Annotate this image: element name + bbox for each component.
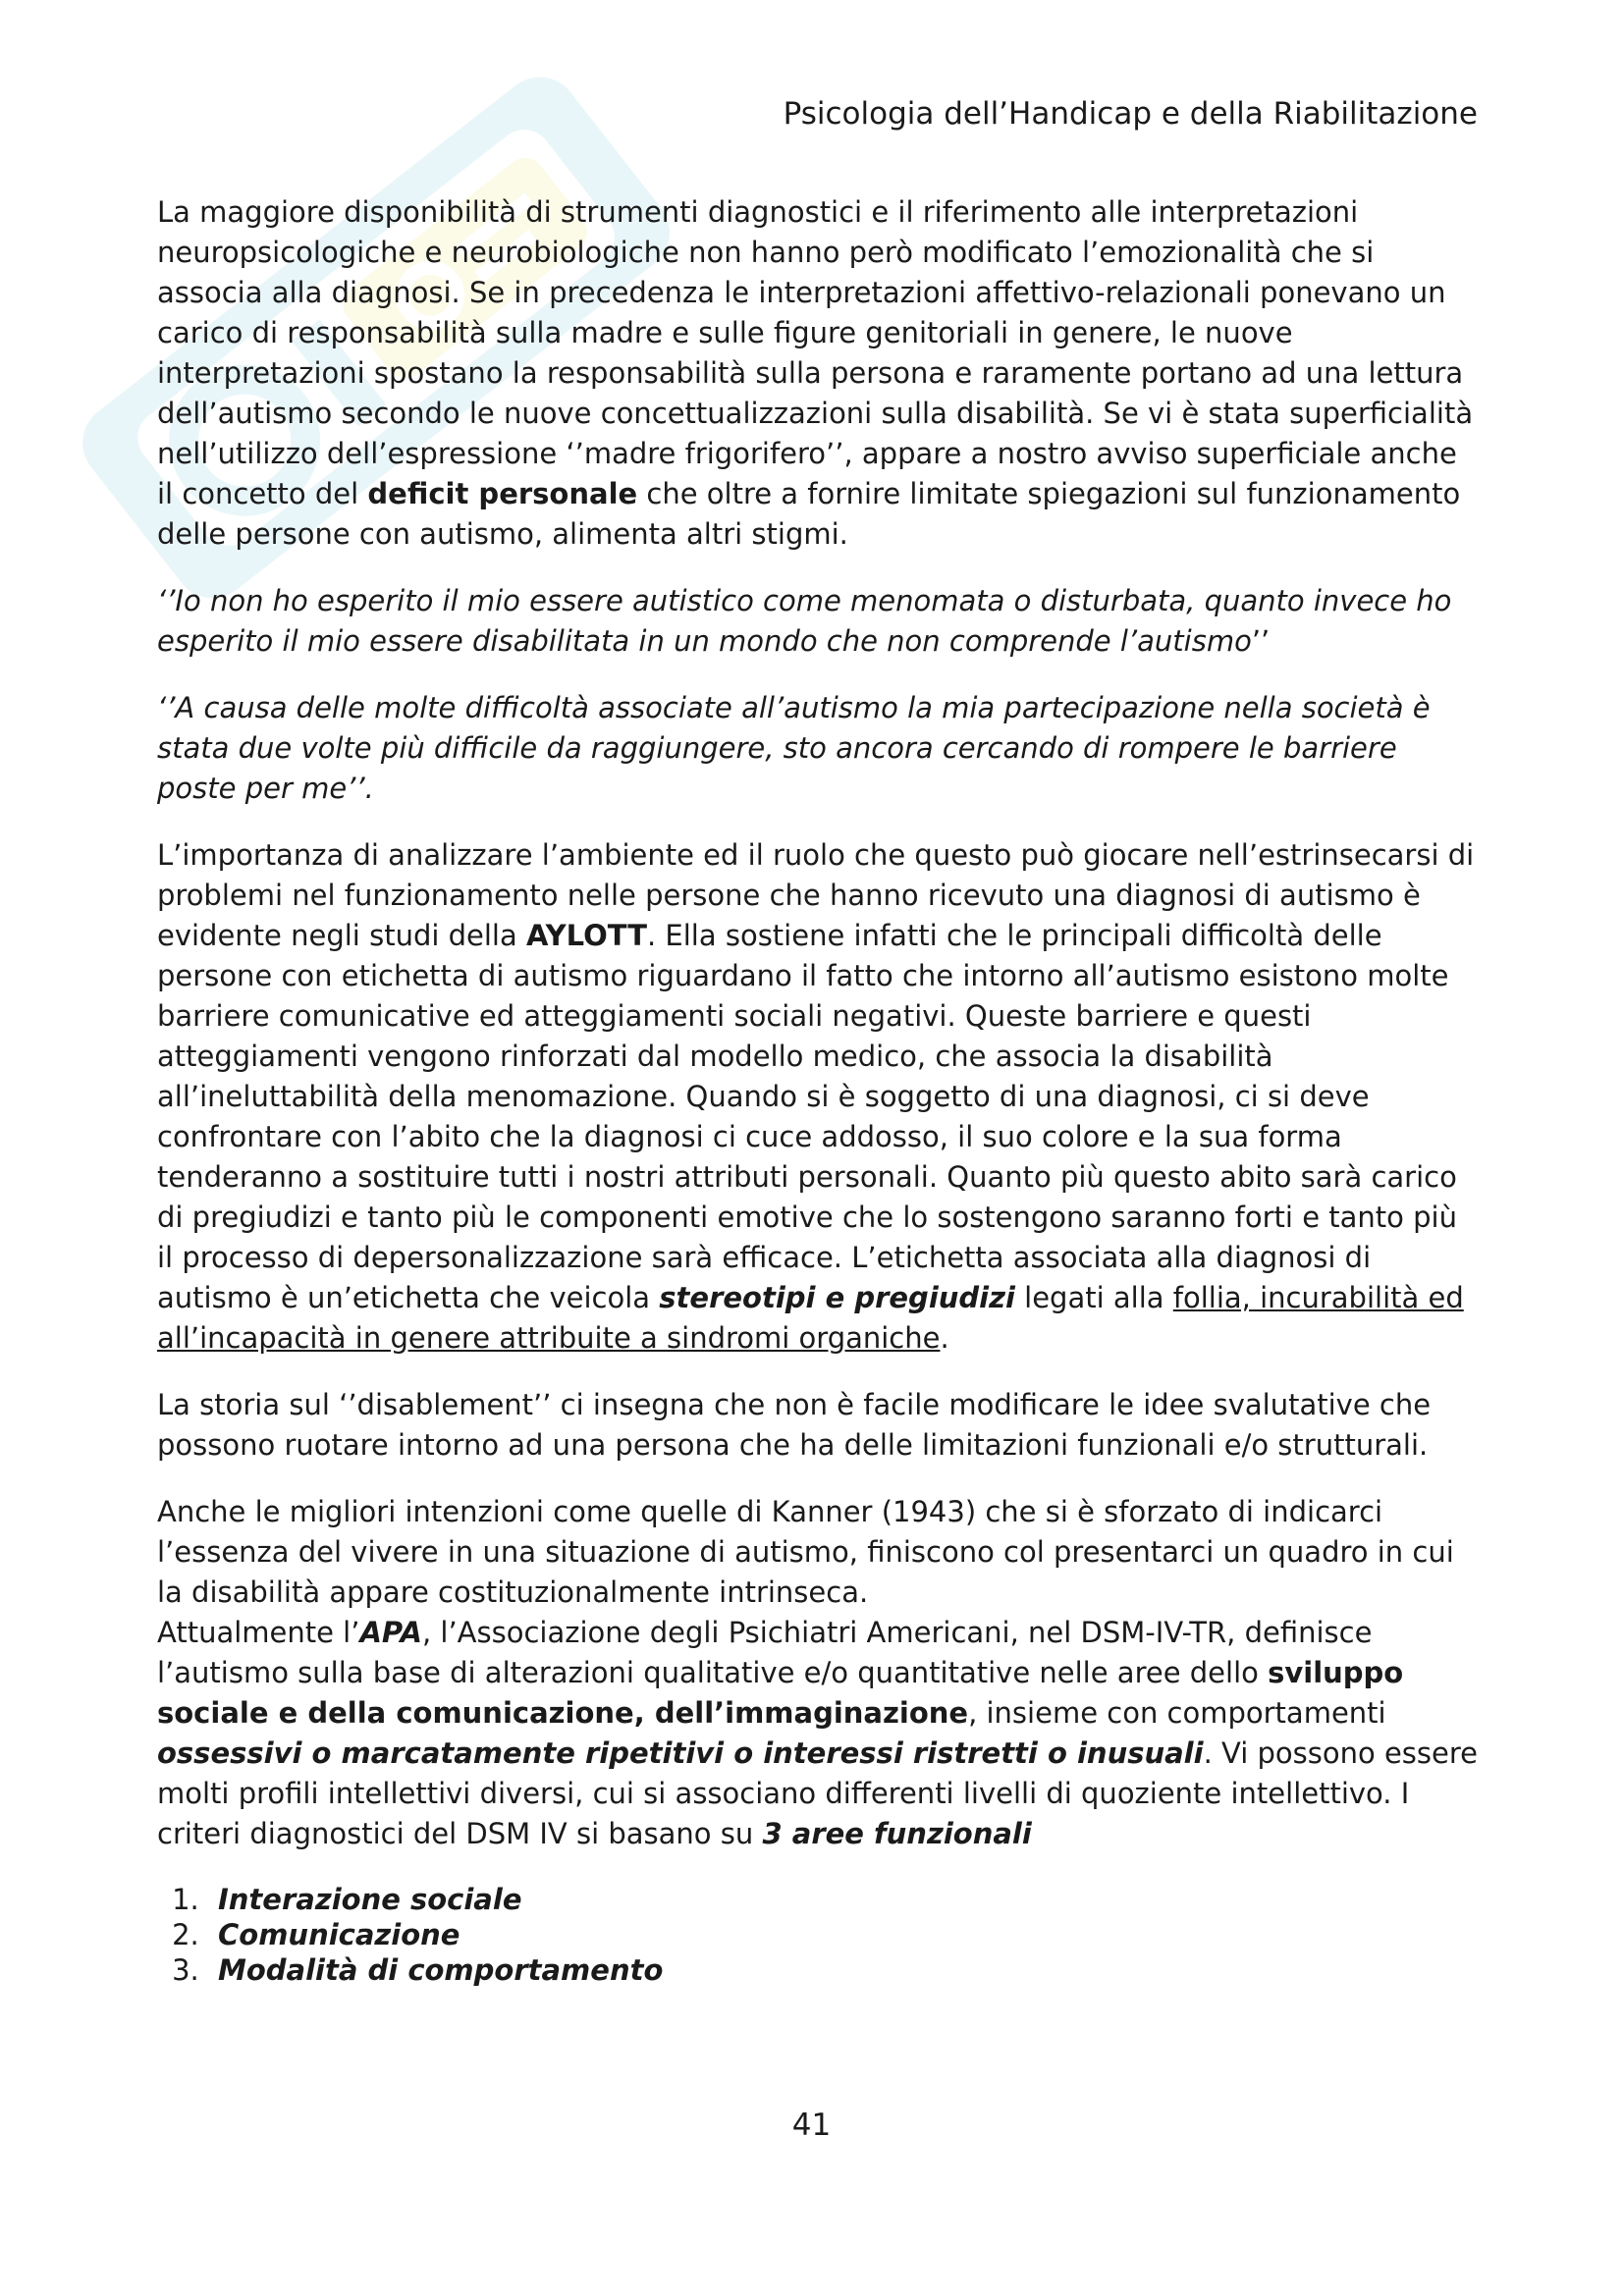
text-run: . Vi possono essere molti profili intellettivi diversi, cui si associano differenti livelli di quoziente intellettivo. I criteri diagnostici del DSM IV si basano su xyxy=(157,1736,1478,1850)
paragraph-disablement: La storia sul ‘’disablement’’ ci insegna che non è facile modificare le idee svalutative che possono ruotare intorno ad una persona che ha delle limitazioni funzionali e/o strutturali. xyxy=(157,1388,1432,1462)
bold-italic-term-ossessivi: ossessivi o marcatamente ripetitivi o interessi ristretti o inusuali xyxy=(157,1736,1204,1770)
paragraph-diagnosis-emotionality xyxy=(157,192,1478,555)
functional-areas-list xyxy=(157,1882,1478,1988)
quote-autistic-experience xyxy=(157,581,1478,662)
paragraph-apa-dsm xyxy=(157,1613,1478,1854)
quote-participation-barriers: ‘’A causa delle molte difficoltà associate all’autismo la mia partecipazione nella società è stata due volte più difficile da raggiungere, sto ancora cercando di rompere le barriere poste per me’’. xyxy=(157,691,1431,805)
text-run: che oltre a fornire limitate spiegazioni sul funzionamento delle persone con autismo, alimenta altri stigmi. xyxy=(157,477,1461,551)
text-run: legati alla xyxy=(1014,1281,1173,1314)
text-run: Attualmente l’ xyxy=(157,1616,360,1649)
bold-term-deficit-personale: deficit personale xyxy=(367,477,638,510)
quote-text: ‘’Io non ho esperito il mio essere autistico come menomata o disturbata, quanto invece ho esperito il mio essere disabilitata in un mondo che non comprende l’autismo xyxy=(157,584,1452,658)
page-number: 41 xyxy=(791,2108,832,2143)
page-body xyxy=(157,192,1478,1988)
bold-italic-term-stereotipi: stereotipi e pregiudizi xyxy=(659,1281,1015,1314)
paragraph-aylott-environment xyxy=(157,835,1478,1359)
list-item: 2. Comunicazione xyxy=(208,1917,1478,1952)
text-run: , insieme con comportamenti xyxy=(968,1696,1386,1730)
bold-term-sviluppo-sociale: sviluppo sociale e della comunicazione, dell’immaginazione xyxy=(157,1656,1404,1730)
text-run: La maggiore disponibilità di strumenti diagnostici e il riferimento alle interpretazioni neuropsicologiche e neurobiologiche non hanno però modificato l’emozionalità che si associa alla diagnosi. Se in precedenza le interpretazioni affettivo-relazionali ponevano un carico di responsabilità sulla madre e sulle figure genitoriali in genere, le nuove interpretazioni spostano la responsabilità sulla persona e raramente portano ad una lettura dell’autismo secondo le nuove concettualizzazioni sulla disabilità. Se vi è stata superficialità nell’utilizzo dell’espressione ‘’madre frigorifero’’, appare a nostro avviso superficiale anche il concetto del xyxy=(157,195,1474,510)
bold-italic-term-3-aree: 3 aree funzionali xyxy=(762,1817,1032,1850)
text-run: . Ella sostiene infatti che le principali difficoltà delle persone con etichetta di autismo riguardano il fatto che intorno all’autismo esistono molte barriere comunicative ed atteggiamenti sociali negativi. Queste barriere e questi atteggiamenti vengono rinforzati dal modello medico, che associa la disabilità all’ineluttabilità della menomazione. Quando si è soggetto di una diagnosi, ci si deve confrontare con l’abito che la diagnosi ci cuce addosso, il suo colore e la sua forma tenderanno a sostituire tutti i nostri attributi personali. Quanto più questo abito sarà carico di pregiudizi e tanto più le componenti emotive che lo sostengono saranno forti e tanto più il processo di depersonalizzazione sarà efficace. L’etichetta associata alla diagnosi di autismo è un’etichetta che veicola xyxy=(157,919,1457,1314)
text-run: . xyxy=(940,1321,949,1355)
bold-term-aylott: AYLOTT xyxy=(525,919,647,952)
text-run: L’importanza di analizzare l’ambiente ed il ruolo che questo può giocare nell’estrinsecarsi di problemi nel funzionamento nelle persone che hanno ricevuto una diagnosi di autismo è evidente negli studi della xyxy=(157,838,1475,952)
underlined-phrase-follia: follia, incurabilità ed all’incapacità in genere attribuite a sindromi organiche xyxy=(157,1281,1464,1355)
paragraph-kanner: Anche le migliori intenzioni come quelle di Kanner (1943) che si è sforzato di indicarci l’essenza del vivere in una situazione di autismo, finiscono col presentarci un quadro in cui la disabilità appare costituzionalmente intrinseca. xyxy=(157,1495,1454,1609)
list-item: 3. Modalità di comportamento xyxy=(208,1952,1478,1988)
text-run: , l’Associazione degli Psichiatri Americani, nel DSM-IV-TR, definisce l’autismo sulla base di alterazioni qualitative e/o quantitative nelle aree dello xyxy=(157,1616,1373,1689)
bold-italic-term-apa: APA xyxy=(359,1616,422,1649)
list-item: 1. Interazione sociale xyxy=(208,1882,1478,1917)
running-header: Psicologia dell’Handicap e della Riabilitazione xyxy=(783,96,1478,132)
quote-closing-mark: ’’ xyxy=(1251,624,1271,658)
